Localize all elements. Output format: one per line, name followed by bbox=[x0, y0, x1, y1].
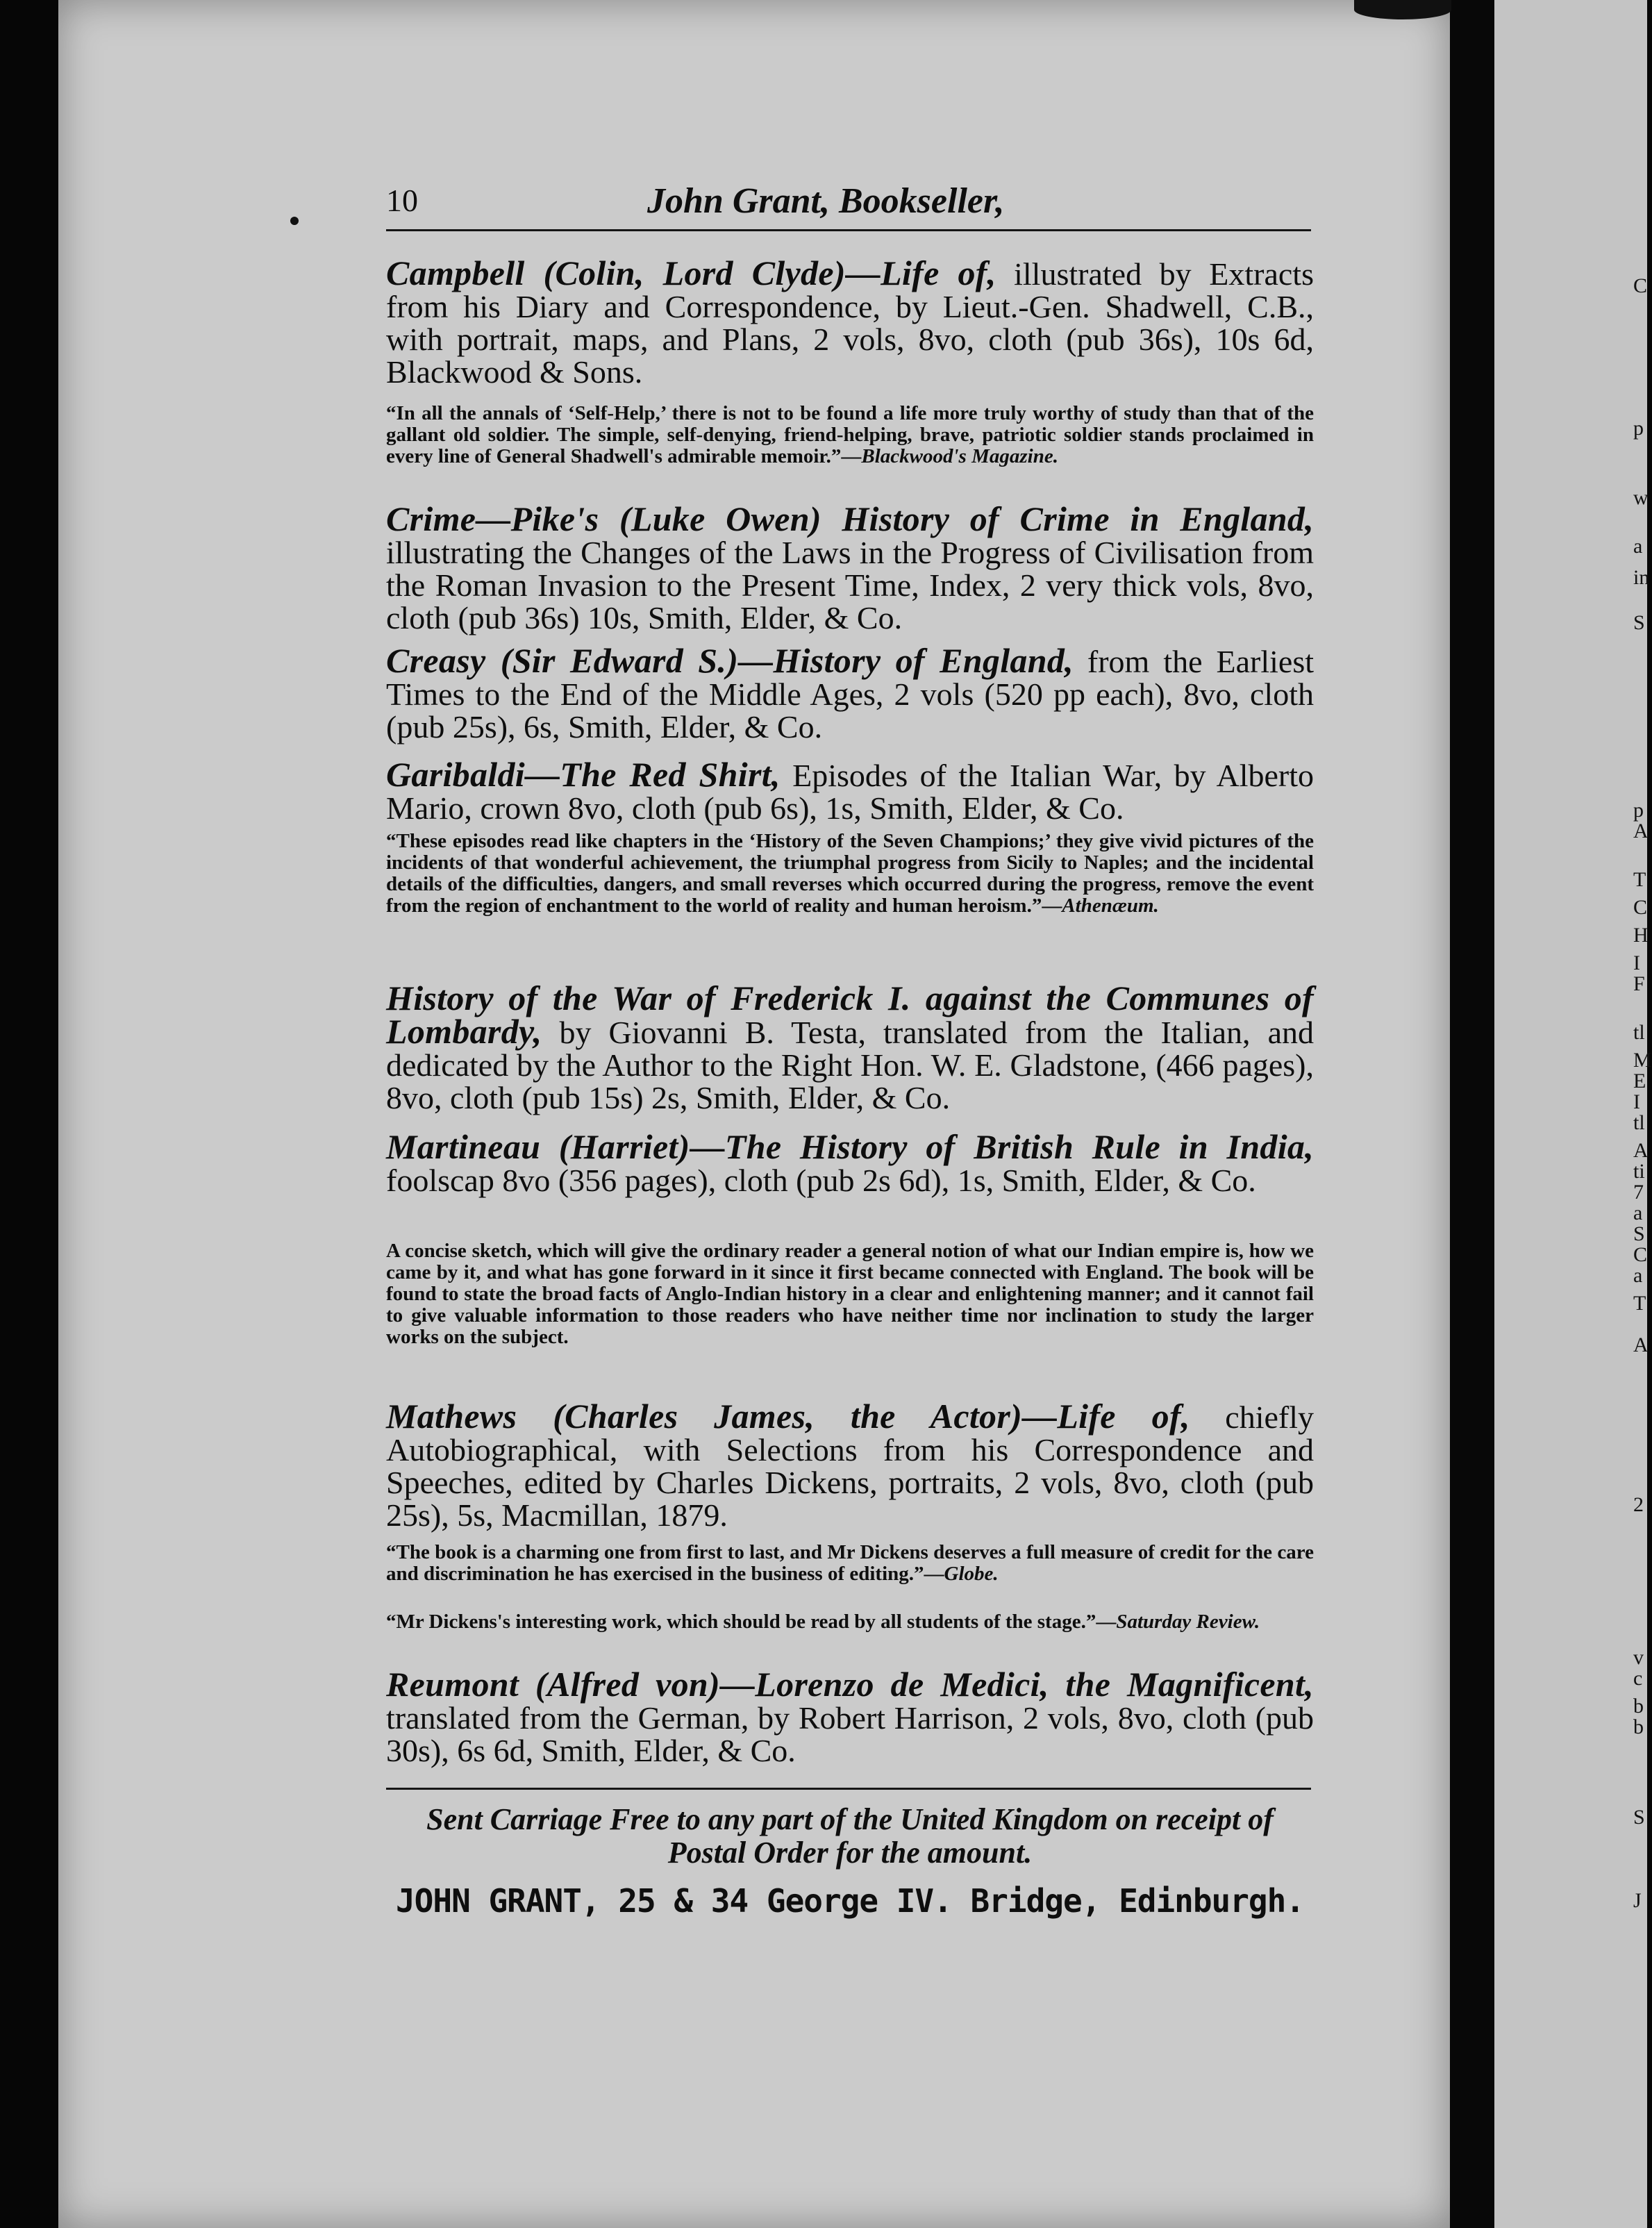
entry-text: translated from the German, by Robert Harrison, 2 vols, 8vo, cloth (pub 30s), 6s 6d, Smith, Elder, & Co. bbox=[386, 1700, 1314, 1768]
adjacent-page-letter: tl bbox=[1633, 1021, 1645, 1044]
entry-quote bbox=[386, 831, 1314, 917]
entry-mathews bbox=[386, 1397, 1314, 1533]
adjacent-page-letter: a bbox=[1633, 1264, 1643, 1287]
entry-quote-2 bbox=[386, 1611, 1314, 1633]
adjacent-page-letter: b bbox=[1633, 1715, 1644, 1738]
footer-notice: Sent Carriage Free to any part of the United Kingdom on receipt of Postal Order for the amount. bbox=[426, 1802, 1274, 1870]
quote-text: “In all the annals of ‘Self-Help,’ there is not to be found a life more truly worthy of study than that of the gallant old soldier. The simple, self-denying, friend-helping, brave, patriotic soldier stands proclaimed in every line of General Shadwell's admirable memoir.”— bbox=[386, 402, 1314, 467]
footer-rule bbox=[386, 1788, 1311, 1790]
adjacent-page-letter: E bbox=[1633, 1070, 1646, 1092]
entry-heading: Crime—Pike's (Luke Owen) History of Crime in England, bbox=[386, 499, 1314, 538]
adjacent-page-letter: tl bbox=[1633, 1111, 1645, 1134]
quote-text: A concise sketch, which will give the ordinary reader a general notion of what our Indian empire is, how we came by it, and what has gone forward in it since it first became connected with England. The book will be found to state the broad facts of Anglo-Indian history in a clear and enlightening manner; and it cannot fail to give valuable information to those readers who have neither time nor inclination to study the larger works on the subject. bbox=[386, 1240, 1314, 1348]
adjacent-page-letter: S bbox=[1633, 1806, 1645, 1829]
entry-garibaldi bbox=[386, 755, 1315, 826]
adjacent-page-letter: a bbox=[1633, 535, 1643, 558]
adjacent-page-letter: A bbox=[1633, 820, 1649, 842]
adjacent-page-letter: S bbox=[1633, 1222, 1645, 1245]
adjacent-page-letter: v bbox=[1633, 1646, 1644, 1669]
entry-campbell bbox=[386, 253, 1314, 390]
entry-reumont bbox=[386, 1665, 1314, 1768]
adjacent-page-letter: p bbox=[1633, 417, 1644, 440]
adjacent-page-letter: J bbox=[1633, 1889, 1642, 1912]
entry-creasy bbox=[386, 641, 1315, 745]
running-title: John Grant, Bookseller, bbox=[647, 181, 1005, 221]
adjacent-page-letter: S bbox=[1633, 611, 1645, 634]
running-head bbox=[386, 175, 1311, 231]
entry-text: illustrating the Changes of the Laws in the Progress of Civilisation from the Roman Invasion to the Present Time, Index, 2 very thick vols, 8vo, cloth (pub 36s) 10s, Smith, Elder, & Co. bbox=[386, 535, 1314, 635]
header-rule bbox=[386, 229, 1311, 231]
adjacent-page-letter: M bbox=[1633, 1049, 1652, 1072]
adjacent-page-letter: T bbox=[1633, 868, 1646, 891]
entry-heading: History of the War of Frederick I. against the Communes of Lombardy, bbox=[386, 979, 1314, 1051]
adjacent-page-letter: C bbox=[1633, 274, 1648, 297]
adjacent-page-letter: H bbox=[1633, 924, 1649, 947]
adjacent-page-letter: C bbox=[1633, 1243, 1648, 1266]
entry-quote bbox=[386, 403, 1314, 467]
adjacent-page-letter: F bbox=[1633, 972, 1645, 995]
adjacent-page-letter: A bbox=[1633, 1139, 1649, 1162]
adjacent-page-letter: c bbox=[1633, 1667, 1643, 1690]
adjacent-page-letter: b bbox=[1633, 1695, 1644, 1718]
ink-speck bbox=[290, 217, 299, 225]
entry-text: by Giovanni B. Testa, translated from the Italian, and dedicated by the Author to the Right Hon. W. E. Gladstone, (466 pages), 8vo, cloth (pub 15s) 2s, Smith, Elder, & Co. bbox=[386, 1015, 1314, 1115]
quote-source: Saturday Review. bbox=[1116, 1611, 1260, 1633]
adjacent-page-letter: C bbox=[1633, 896, 1648, 919]
entry-quote bbox=[386, 1240, 1314, 1348]
adjacent-page-letter: T bbox=[1633, 1292, 1646, 1315]
quote-source: Blackwood's Magazine. bbox=[861, 445, 1058, 467]
entry-heading: Mathews (Charles James, the Actor)—Life of, bbox=[386, 1397, 1190, 1436]
page-number: 10 bbox=[386, 183, 418, 218]
footer-address: JOHN GRANT, 25 & 34 George IV. Bridge, Edinburgh. bbox=[395, 1882, 1305, 1920]
entry-crime bbox=[386, 499, 1314, 635]
entry-frederick bbox=[386, 979, 1314, 1115]
adjacent-page-letter: in bbox=[1633, 566, 1650, 589]
entry-heading: Campbell (Colin, Lord Clyde)—Life of, bbox=[386, 253, 996, 292]
adjacent-page-letter: A bbox=[1633, 1333, 1649, 1356]
entry-heading: Reumont (Alfred von)—Lorenzo de Medici, the Magnificent, bbox=[386, 1665, 1314, 1704]
entry-heading: Garibaldi—The Red Shirt, bbox=[386, 755, 781, 794]
quote-text: “These episodes read like chapters in the ‘History of the Seven Champions;’ they give vivid pictures of the incidents of that wonderful achievement, the triumphal progress from Sicily to Naples; and the incidental details of the difficulties, dangers, and small reverses which occurred during the progress, remove the event from the region of enchantment to the world of reality and human heroism.”— bbox=[386, 830, 1314, 917]
entry-text: Episodes of the Italian War, by Alberto Mario, crown 8vo, cloth (pub 6s), 1s, Smith, Elder, & Co. bbox=[386, 758, 1315, 826]
adjacent-page-letter: I bbox=[1633, 1090, 1640, 1113]
adjacent-page-letter: 7 bbox=[1633, 1181, 1644, 1204]
quote-source: Globe. bbox=[944, 1563, 999, 1585]
entry-heading: Martineau (Harriet)—The History of British Rule in India, bbox=[386, 1127, 1314, 1166]
adjacent-page-letter: I bbox=[1633, 951, 1640, 974]
quote-text: “Mr Dickens's interesting work, which should be read by all students of the stage.”— bbox=[386, 1611, 1117, 1633]
entry-martineau bbox=[386, 1127, 1314, 1198]
entry-text: from the Earliest Times to the End of the Middle Ages, 2 vols (520 pp each), 8vo, cloth (pub 25s), 6s, Smith, Elder, & Co. bbox=[386, 644, 1315, 745]
page-corner-shadow bbox=[1354, 0, 1451, 19]
entry-quote bbox=[386, 1542, 1314, 1585]
adjacent-page-letter: w bbox=[1633, 486, 1649, 509]
entry-text: chiefly Autobiographical, with Selections from his Correspondence and Speeches, edited by Charles Dickens, portraits, 2 vols, 8vo, cloth (pub 25s), 5s, Macmillan, 1879. bbox=[386, 1399, 1314, 1533]
adjacent-page-letter: a bbox=[1633, 1202, 1643, 1224]
entry-heading: Creasy (Sir Edward S.)—History of England, bbox=[386, 641, 1074, 680]
quote-text: “The book is a charming one from first to last, and Mr Dickens deserves a full measure of credit for the care and discrimination he has exercised in the business of editing.”— bbox=[386, 1541, 1314, 1585]
adjacent-page-letter: ti bbox=[1633, 1160, 1645, 1183]
entry-text: illustrated by Extracts from his Diary and Correspondence, by Lieut.-Gen. Shadwell, C.B., with portrait, maps, and Plans, 2 vols, 8vo, cloth (pub 36s), 10s 6d, Blackwood & Sons. bbox=[386, 256, 1314, 390]
quote-source: Athenæum. bbox=[1062, 895, 1159, 917]
entry-text: foolscap 8vo (356 pages), cloth (pub 2s 6d), 1s, Smith, Elder, & Co. bbox=[386, 1163, 1256, 1198]
adjacent-page-letter: p bbox=[1633, 799, 1644, 822]
adjacent-page-letter: 2 bbox=[1633, 1493, 1644, 1516]
